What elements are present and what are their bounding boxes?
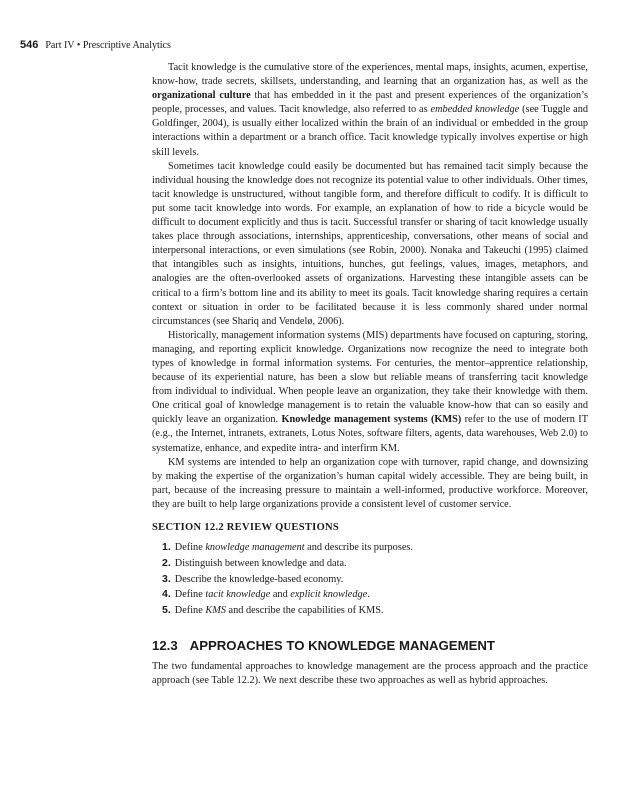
paragraph-km-systems: KM systems are intended to help an organization cope with turnover, rapid change, and downsizing by making the expertise of the organization’s human capital widely accessible. They are being built, in part, because of the increasing pressure to maintain a well-informed, productive workforce. Moreover, they are built to help large organizations provide a consistent level of customer service.: [152, 456, 588, 510]
term-embedded-knowledge: embedded knowledge: [430, 104, 520, 116]
review-question: [162, 603, 588, 619]
section-number: 12.3: [152, 637, 178, 653]
emphasis: explicit knowledge: [290, 589, 368, 601]
question-number: 4.: [162, 588, 171, 601]
emphasis: knowledge management: [205, 542, 305, 553]
term-kms: Knowledge management systems (KMS): [281, 414, 462, 426]
paragraph-documenting-tacit: Sometimes tacit knowledge could easily be documented but has remained tacit simply because the individual housing the knowledge does not recognize its potential value to other individuals. Other times, tacit knowledge is unstructured, without tangible form, and therefore difficult to codify. It is difficult to put some tacit knowledge into words. For example, an explanation of how to ride a bicycle would be difficult to document explicitly and thus is tacit. Successful transfer or sharing of tacit knowledge usually takes place through associations, internships, apprenticeship, conversations, other means of social and interpersonal interactions, or even simulations (see Robin, 2000). Nonaka and Takeuchi (1995) claimed that intangibles such as insights, intuitions, hunches, gut feelings, values, images, metaphors, and analogies are the often-overlooked assets of organizations. Harvesting these intangible assets can be critical to a firm’s bottom line and its ability to meet its goals. Tacit knowledge sharing requires a certain context or situation in order to be facilitated because it is less commonly shared under normal circumstances (see Shariq and Vendelø, 2006).: [152, 160, 588, 327]
text-run: Historically, management information systems (MIS) departments have focused on capturing, storing, managing, and reporting explicit knowledge. Organizations now recognize the need to integrate both types of knowledge in formal information systems. For centuries, the mentor–apprentice relationship, because of its experiential nature, has been a slow but reliable means of transferring tacit knowledge from individual to individual. When people leave an organization, they take their knowledge with them. One critical goal of knowledge management is to retain the valuable know-how that can so easily and quickly leave an organization.: [152, 329, 588, 426]
text-run: and describe the capabilities of KMS.: [225, 605, 384, 617]
page-body: [152, 61, 588, 688]
question-number: 1.: [162, 541, 171, 553]
review-question: [162, 556, 588, 572]
section-heading: [152, 638, 588, 654]
running-header: [20, 39, 171, 52]
text-run: and: [270, 589, 291, 601]
paragraph-section-intro: The two fundamental approaches to knowledge management are the process approach and the practice approach (see Table 12.2). We next describe these two approaches as well as hybrid approaches.: [152, 660, 588, 687]
review-questions-list: [152, 540, 588, 619]
page-number: 546: [20, 39, 39, 51]
running-title: Part IV • Prescriptive Analytics: [45, 40, 171, 51]
question-number: 3.: [162, 572, 171, 585]
question-number: 5.: [162, 604, 171, 617]
paragraph-tacit-knowledge: [152, 61, 588, 160]
section-title: APPROACHES TO KNOWLEDGE MANAGEMENT: [189, 637, 495, 653]
text-run: Describe the knowledge-based economy.: [174, 573, 344, 585]
text-run: Tacit knowledge is the cumulative store of the experiences, mental maps, insights, acumen, expertise, know-how, trade secrets, skillsets, understanding, and learning that an organization has, as well as the: [152, 62, 588, 88]
question-number: 2.: [162, 556, 171, 569]
text-run: and describe its purposes.: [304, 542, 413, 553]
text-run: .: [367, 589, 370, 601]
text-run: (see Tuggle and Goldfinger, 2004), is usually either localized within the brain of an individual or embedded in the group interactions within a department or a branch office. Tacit knowledge typically involves expertise or high skill levels.: [152, 104, 588, 158]
emphasis: tacit knowledge: [205, 589, 271, 601]
review-questions-heading: SECTION 12.2 REVIEW QUESTIONS: [152, 522, 340, 533]
text-run: refer to the use of modern IT (e.g., the Internet, intranets, extranets, Lotus Notes, software filters, agents, data warehouses, Web 2.0) to systematize, enhance, and expedite intra- and interfirm KM.: [152, 414, 588, 454]
text-run: Define: [174, 589, 206, 601]
review-question: [162, 540, 588, 556]
text-run: Define: [174, 542, 206, 553]
paragraph-mis-history: [152, 329, 588, 456]
emphasis: KMS: [205, 605, 226, 617]
text-run: Distinguish between knowledge and data.: [174, 557, 347, 569]
text-run: that has embedded in it the past and present experiences of the organization’s people, processes, and values. Tacit knowledge, also referred to as: [152, 90, 589, 116]
term-organizational-culture: organizational culture: [152, 90, 251, 102]
text-run: Define: [174, 605, 206, 617]
review-question: [162, 572, 588, 588]
review-question: [162, 587, 588, 603]
